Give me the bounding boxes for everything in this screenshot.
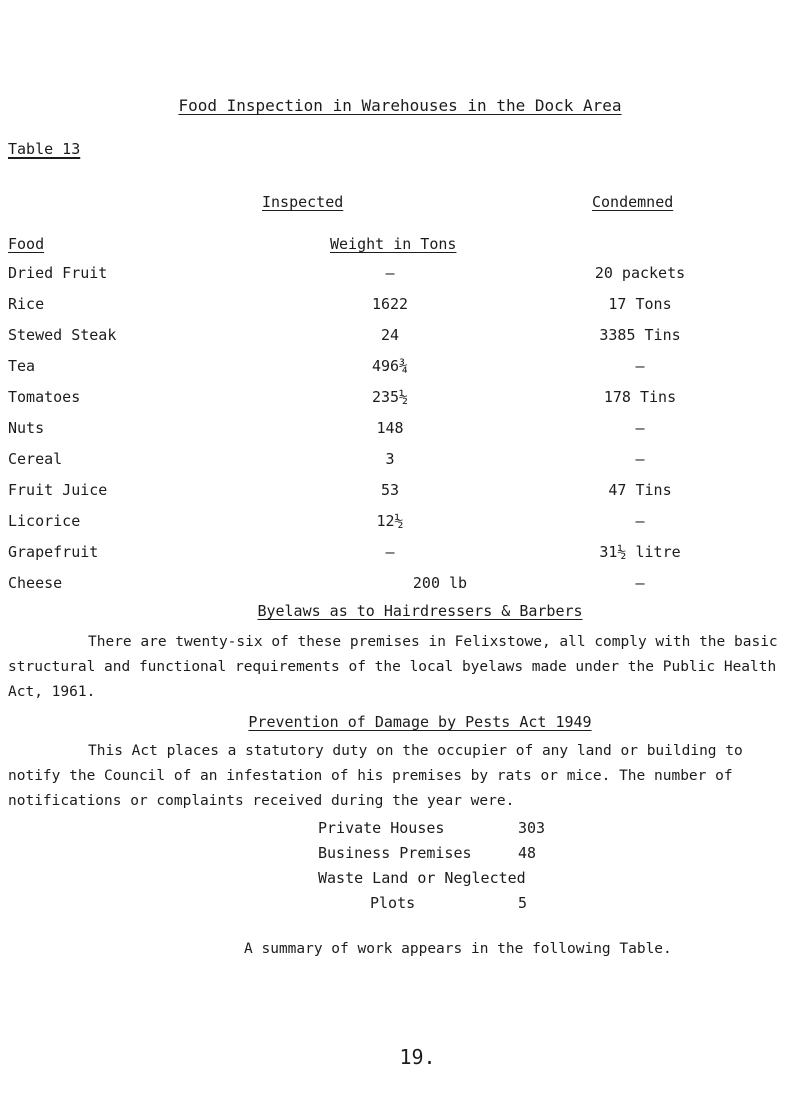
list-item bbox=[318, 866, 608, 891]
food-cell: Grapefruit bbox=[8, 543, 99, 561]
condemned-cell: 17 Tons bbox=[608, 295, 672, 313]
table-row bbox=[0, 574, 800, 596]
food-cell: Tomatoes bbox=[8, 388, 81, 406]
weight-cell: 3 bbox=[385, 450, 395, 468]
notification-label: Waste Land or Neglected bbox=[318, 869, 526, 887]
condemned-cell: — bbox=[635, 512, 645, 530]
pests-act-paragraph: This Act places a statutory duty on the occupier of any land or building to notify the Council of an infestation of his premises by rats or mice. The number of notifications or complaints received during the year were. bbox=[8, 743, 743, 809]
table-row bbox=[0, 388, 800, 410]
table-row bbox=[0, 326, 800, 348]
food-cell: Stewed Steak bbox=[8, 326, 117, 344]
table-row bbox=[0, 543, 800, 565]
condemned-cell: 178 Tins bbox=[603, 388, 677, 406]
notification-count: 303 bbox=[518, 819, 546, 837]
condemned-cell: — bbox=[635, 357, 645, 375]
weight-cell: — bbox=[385, 264, 395, 282]
weight-cell: — bbox=[385, 543, 395, 561]
notifications-list bbox=[318, 816, 608, 916]
food-cell: Licorice bbox=[8, 512, 81, 530]
weight-cell: 12½ bbox=[376, 512, 404, 530]
condemned-cell: 20 packets bbox=[594, 264, 686, 282]
weight-cell: 24 bbox=[380, 326, 400, 344]
notification-label: Plots bbox=[370, 894, 416, 912]
weight-cell: 496¾ bbox=[371, 357, 409, 375]
list-item bbox=[318, 841, 608, 866]
table-row bbox=[0, 295, 800, 317]
weight-column-header: Weight in Tons bbox=[330, 235, 457, 253]
condemned-cell: — bbox=[635, 450, 645, 468]
summary-note: A summary of work appears in the following Table. bbox=[244, 941, 672, 957]
table-label: Table 13 bbox=[8, 140, 81, 158]
weight-cell: 200 lb bbox=[412, 574, 468, 592]
table-row bbox=[0, 264, 800, 286]
table-row bbox=[0, 450, 800, 472]
notification-count: 48 bbox=[518, 844, 537, 862]
condemned-cell: 3385 Tins bbox=[599, 326, 681, 344]
weight-cell: 235½ bbox=[371, 388, 409, 406]
notification-count: 5 bbox=[518, 894, 528, 912]
byelaws-heading: Byelaws as to Hairdressers & Barbers bbox=[257, 602, 583, 620]
list-item bbox=[318, 891, 608, 916]
condemned-header: Condemned bbox=[592, 193, 674, 211]
notification-label: Private Houses bbox=[318, 819, 445, 837]
table-row bbox=[0, 481, 800, 503]
list-item bbox=[318, 816, 608, 841]
food-cell: Fruit Juice bbox=[8, 481, 108, 499]
table-row bbox=[0, 419, 800, 441]
table-row bbox=[0, 357, 800, 379]
page-title: Food Inspection in Warehouses in the Dock Area bbox=[178, 96, 622, 115]
condemned-cell: — bbox=[635, 574, 645, 592]
food-cell: Cereal bbox=[8, 450, 63, 468]
weight-cell: 53 bbox=[380, 481, 400, 499]
weight-cell: 148 bbox=[376, 419, 404, 437]
food-cell: Cheese bbox=[8, 574, 63, 592]
notification-label: Business Premises bbox=[318, 844, 472, 862]
food-cell: Rice bbox=[8, 295, 45, 313]
food-cell: Nuts bbox=[8, 419, 45, 437]
food-column-header: Food bbox=[8, 235, 45, 253]
condemned-cell: 31½ litre bbox=[599, 543, 681, 561]
food-cell: Dried Fruit bbox=[8, 264, 108, 282]
page-number: 19. bbox=[399, 1045, 436, 1069]
food-cell: Tea bbox=[8, 357, 36, 375]
condemned-cell: 47 Tins bbox=[608, 481, 672, 499]
weight-cell: 1622 bbox=[371, 295, 409, 313]
byelaws-paragraph: There are twenty-six of these premises in Felixstowe, all comply with the basic structural and functional requirements of the local byelaws made under the Public Health Act, 1961. bbox=[8, 634, 778, 700]
table-row bbox=[0, 512, 800, 534]
condemned-cell: — bbox=[635, 419, 645, 437]
inspected-header: Inspected bbox=[262, 193, 344, 211]
pests-act-heading: Prevention of Damage by Pests Act 1949 bbox=[248, 713, 592, 731]
